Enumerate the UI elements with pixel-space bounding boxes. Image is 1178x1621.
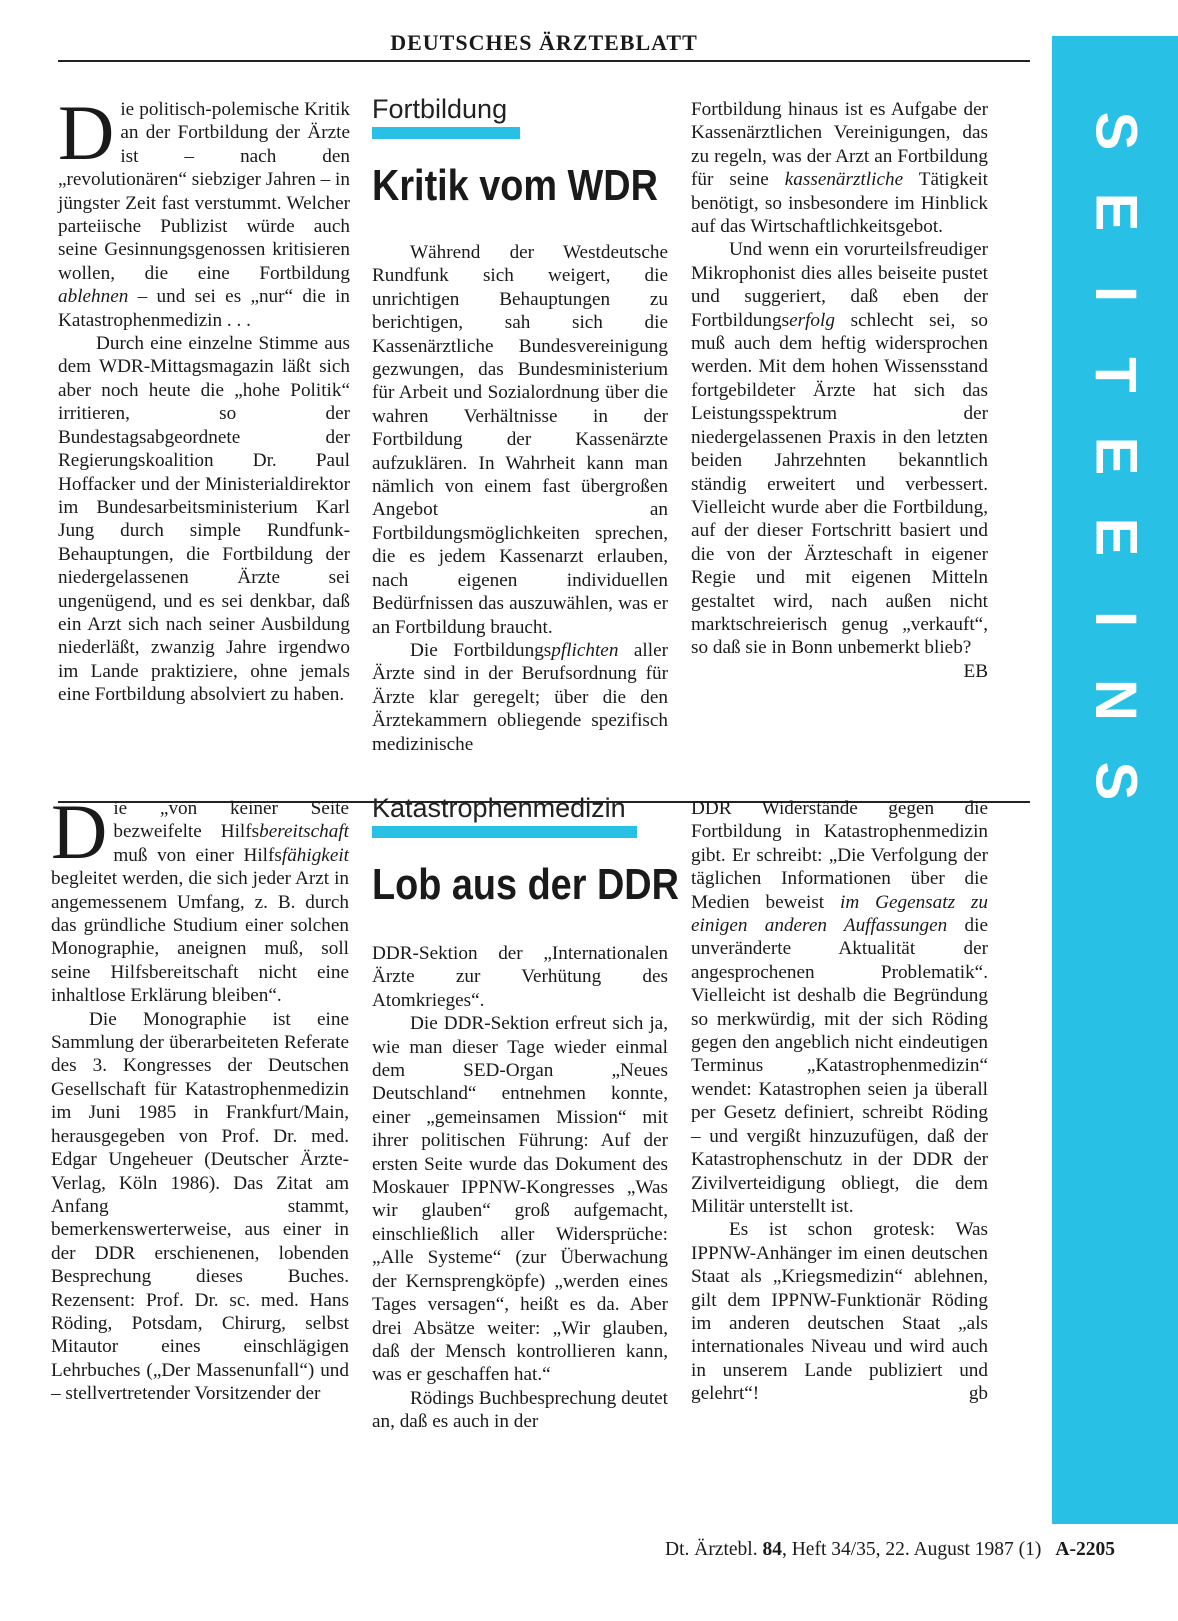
issue-info: , Heft 34/35, 22. August 1987 (1) xyxy=(781,1539,1042,1560)
article2-paragraph: Die DDR-Sektion erfreut sich ja, wie man dieser Tage wieder einmal dem SED-Organ „Neues Deutschland“ entnehmen konnte, einer „gemeinsamen Mission“ mit ihrer politischen Führung: Auf der ersten Seite wurde das Dokument des Moskauer IPPNW-Kongresses „Was wir glauben“ groß aufgemacht, einschließlich aller Widersprüche: „Alle Systeme“ (zur Überwachung der Kernsprengköpfe) „werden eines Tages versagen“, heißt es da. Aber drei Absätze weiter: „Wir glauben, daß der Mensch kontrollieren kann, was er geschaffen hat.“ xyxy=(372,1013,668,1386)
article1-column-3 xyxy=(691,98,988,758)
article1-dropcap: D xyxy=(58,89,115,176)
emphasis: erfolg xyxy=(789,309,835,331)
article2-dropcap: D xyxy=(51,788,108,875)
article1-paragraph xyxy=(58,89,350,332)
text-run: ie „von keiner Seite bezweifelte Hilfs xyxy=(113,798,349,843)
sidebar-letter: I xyxy=(1083,285,1148,302)
seite-eins-sidebar xyxy=(1052,36,1178,1524)
text-run: Tätigkeit benötigt, so insbesondere im Hinblick auf das Wirtschaftlichkeitsgebot. xyxy=(691,169,988,238)
emphasis: ablehnen xyxy=(58,286,129,308)
sidebar-letter: S xyxy=(1083,111,1148,151)
article1-headline: Kritik vom WDR xyxy=(372,161,658,210)
article2-column-1 xyxy=(51,788,349,1479)
article2-column-2 xyxy=(372,793,679,1479)
article1-paragraph xyxy=(691,98,988,238)
article1-signoff: EB xyxy=(963,660,988,682)
text-run: muß von einer Hilfs xyxy=(113,844,282,866)
article2-headline: Lob aus der DDR xyxy=(372,860,679,909)
emphasis: kassenärztliche xyxy=(784,169,904,191)
text-run: Die Fortbildungs xyxy=(410,639,552,661)
article2-column-3 xyxy=(691,797,988,1479)
kicker-bar xyxy=(372,127,520,139)
sidebar-letters xyxy=(1052,106,1178,806)
article1-paragraph xyxy=(691,238,988,682)
sidebar-letter: T xyxy=(1083,357,1148,393)
spacer xyxy=(372,211,668,241)
emphasis: im Gegensatz zu einigen anderen Auffassungen xyxy=(691,891,988,937)
sidebar-letter: N xyxy=(1082,678,1148,721)
volume-number: 84 xyxy=(762,1539,782,1560)
article2-paragraph xyxy=(691,797,988,1218)
article2-paragraph xyxy=(51,788,349,1008)
sidebar-letter: E xyxy=(1083,517,1148,557)
text-run: DDR Widerstände gegen die Fortbildung in Katastrophenmedizin gibt. Er schreibt: „Die Verfolgung der täglichen Informationen über die Medien beweist xyxy=(691,798,988,913)
page-number: A-2205 xyxy=(1055,1539,1115,1560)
sidebar-letter: I xyxy=(1083,610,1148,627)
emphasis: pflichten xyxy=(551,639,619,661)
emphasis: fähigkeit xyxy=(281,844,349,866)
journal-name: Dt. Ärztebl. xyxy=(664,1539,758,1560)
sidebar-letter: E xyxy=(1083,436,1148,476)
kicker-bar xyxy=(372,826,637,838)
article1-paragraph: Während der Westdeutsche Rundfunk sich weigert, die unrichtigen Behauptungen zu berichtigen, sah sich die Kassenärztliche Bundesvereinigung gezwungen, das Bundesministerium für Arbeit und Sozialordnung über die wahren Verhältnisse in der Fortbildung der Kassenärzte aufzuklären. In Wahrheit kann man nämlich von einem fast übergroßen Angebot an Fortbildungsmöglichkeiten sprechen, die es jedem Kassenarzt erlauben, nach eigenen individuellen Bedürfnissen das auszuwählen, was er an Fortbildung braucht. xyxy=(372,242,668,638)
masthead: DEUTSCHES ÄRZTEBLATT xyxy=(390,30,698,55)
article2-paragraph: DDR-Sektion der „Internationalen Ärzte zur Verhütung des Atomkrieges“. xyxy=(372,943,668,1011)
article2-kicker: Katastrophenmedizin xyxy=(372,793,626,823)
text-run: ie politisch-polemische Kritik an der Fortbildung der Ärzte ist – nach den „revolutionären“ siebziger Jahren – in jüngster Zeit fast verstummt. Welcher parteiische Publizist würde auch seine Gesinnungsgenossen kritisieren wollen, die eine Fortbildung xyxy=(58,99,350,284)
article2-paragraph: Die Monographie ist eine Sammlung der überarbeiteten Referate des 3. Kongresses der Deutschen Gesellschaft für Katastrophenmedizin im Juni 1985 in Frankfurt/Main, herausgegeben von Prof. Dr. med. Edgar Ungeheuer (Deutscher Ärzte-Verlag, Köln 1986). Das Zitat am Anfang stammt, bemerkenswerterweise, aus einer in der DDR erschienenen, lobenden Besprechung dieses Buches. Rezensent: Prof. Dr. sc. med. Hans Röding, Potsdam, Chirurg, selbst Mitautor eines einschlägigen Lehrbuches („Der Massenunfall“) und – stellvertretender Vorsitzender der xyxy=(51,1008,349,1405)
article1-column-1 xyxy=(58,89,350,758)
spacer xyxy=(372,910,668,942)
sidebar-letter: E xyxy=(1083,192,1148,232)
article1-column-2 xyxy=(372,94,668,756)
text-run: Und wenn ein vorurteilsfreudiger Mikrophonist dies alles beiseite pustet und suggeriert, daß eben der Fortbildungs xyxy=(691,239,988,331)
top-rule xyxy=(58,60,1030,62)
sidebar-letter: S xyxy=(1083,761,1148,801)
text-run: aller Ärzte sind in der Berufsordnung für Ärzte klar geregelt; über die den Ärztekammern obliegende spezifisch medizinische xyxy=(372,639,668,755)
article2-paragraph: Rödings Buchbesprechung deutet an, daß es auch in der xyxy=(372,1387,668,1433)
article2-paragraph xyxy=(691,1218,988,1405)
article1-paragraph: Durch eine einzelne Stimme aus dem WDR-Mittagsmagazin läßt sich aber noch heute die „hohe Politik“ irritieren, so der Bundestagsabgeordnete der Regierungskoalition Dr. Paul Hoffacker und der Ministerialdirektor im Bundesarbeitsministerium Karl Jung durch simple Rundfunk-Behauptungen, die Fortbildung der niedergelassenen Ärzte sei ungenügend, und es sei denkbar, daß ein Arzt sich nach seiner Ausbildung niederläßt, zwanzig Jahre irgendwo im Lande praktiziere, ohne jemals eine Fortbildung absolviert zu haben. xyxy=(58,333,350,706)
text-run: begleitet werden, die sich jeder Arzt in angemessenem Umfang, z. B. durch das gründliche Studium einer solchen Monographie, aneignen muß, soll seine Hilfsbereitschaft nicht eine inhaltlose Erklärung bleiben“. xyxy=(51,868,349,1007)
text-run: schlecht sei, so muß auch dem heftig widersprochen werden. Mit dem hohen Wissensstand fortgebildeter Ärzte hat sich das Leistungsspektrum der niedergelassenen Praxis in den letzten beiden Jahrzehnten bekanntlich ständig erweitert und verbessert. Vielleicht wurde aber die Fortbildung, auf der dieser Fortschritt basiert und die von der Ärzteschaft in eigener Regie und mit eigenen Mitteln gestaltet wird, nach außen nicht marktschreierisch genug „verkauft“, so daß sie in Bonn unbemerkt blieb? xyxy=(691,309,988,659)
article2-signoff: gb xyxy=(968,1383,988,1405)
text-run: Es ist schon grotesk: Was IPPNW-Anhänger im einen deutschen Staat als „Kriegsmedizin“ ablehnen, gilt dem IPPNW-Funktionär Röding im anderen deutschen Staat „als internationales Niveau und wird auch in unserem Lande publiziert und gelehrt“! xyxy=(691,1219,988,1405)
text-run: – und sei es „nur“ die in Katastrophenmedizin . . . xyxy=(58,286,350,331)
text-run: Fortbildung hinaus ist es Aufgabe der Kassenärztlichen Vereinigungen, das zu regeln, was der Arzt an Fortbildung für seine xyxy=(691,99,988,191)
article1-paragraph xyxy=(372,639,668,756)
emphasis: bereitschaft xyxy=(259,821,349,843)
article1-kicker: Fortbildung xyxy=(372,94,508,124)
page-footer xyxy=(570,1538,1115,1562)
text-run: die unveränderte Aktualität der angesprochenen Problematik“. Vielleicht ist deshalb die Begründung so merkwürdig, mit der sich Röding gegen den angeblich nicht eindeutigen Terminus „Katastrophenmedizin“ wendet: Katastrophen seien ja überall per Gesetz definiert, schreibt Röding – und vergißt hinzuzufügen, daß der Katastrophenschutz in der DDR der Zivilverteidigung obliegt, die dem Militär unterstellt ist. xyxy=(691,915,988,1217)
